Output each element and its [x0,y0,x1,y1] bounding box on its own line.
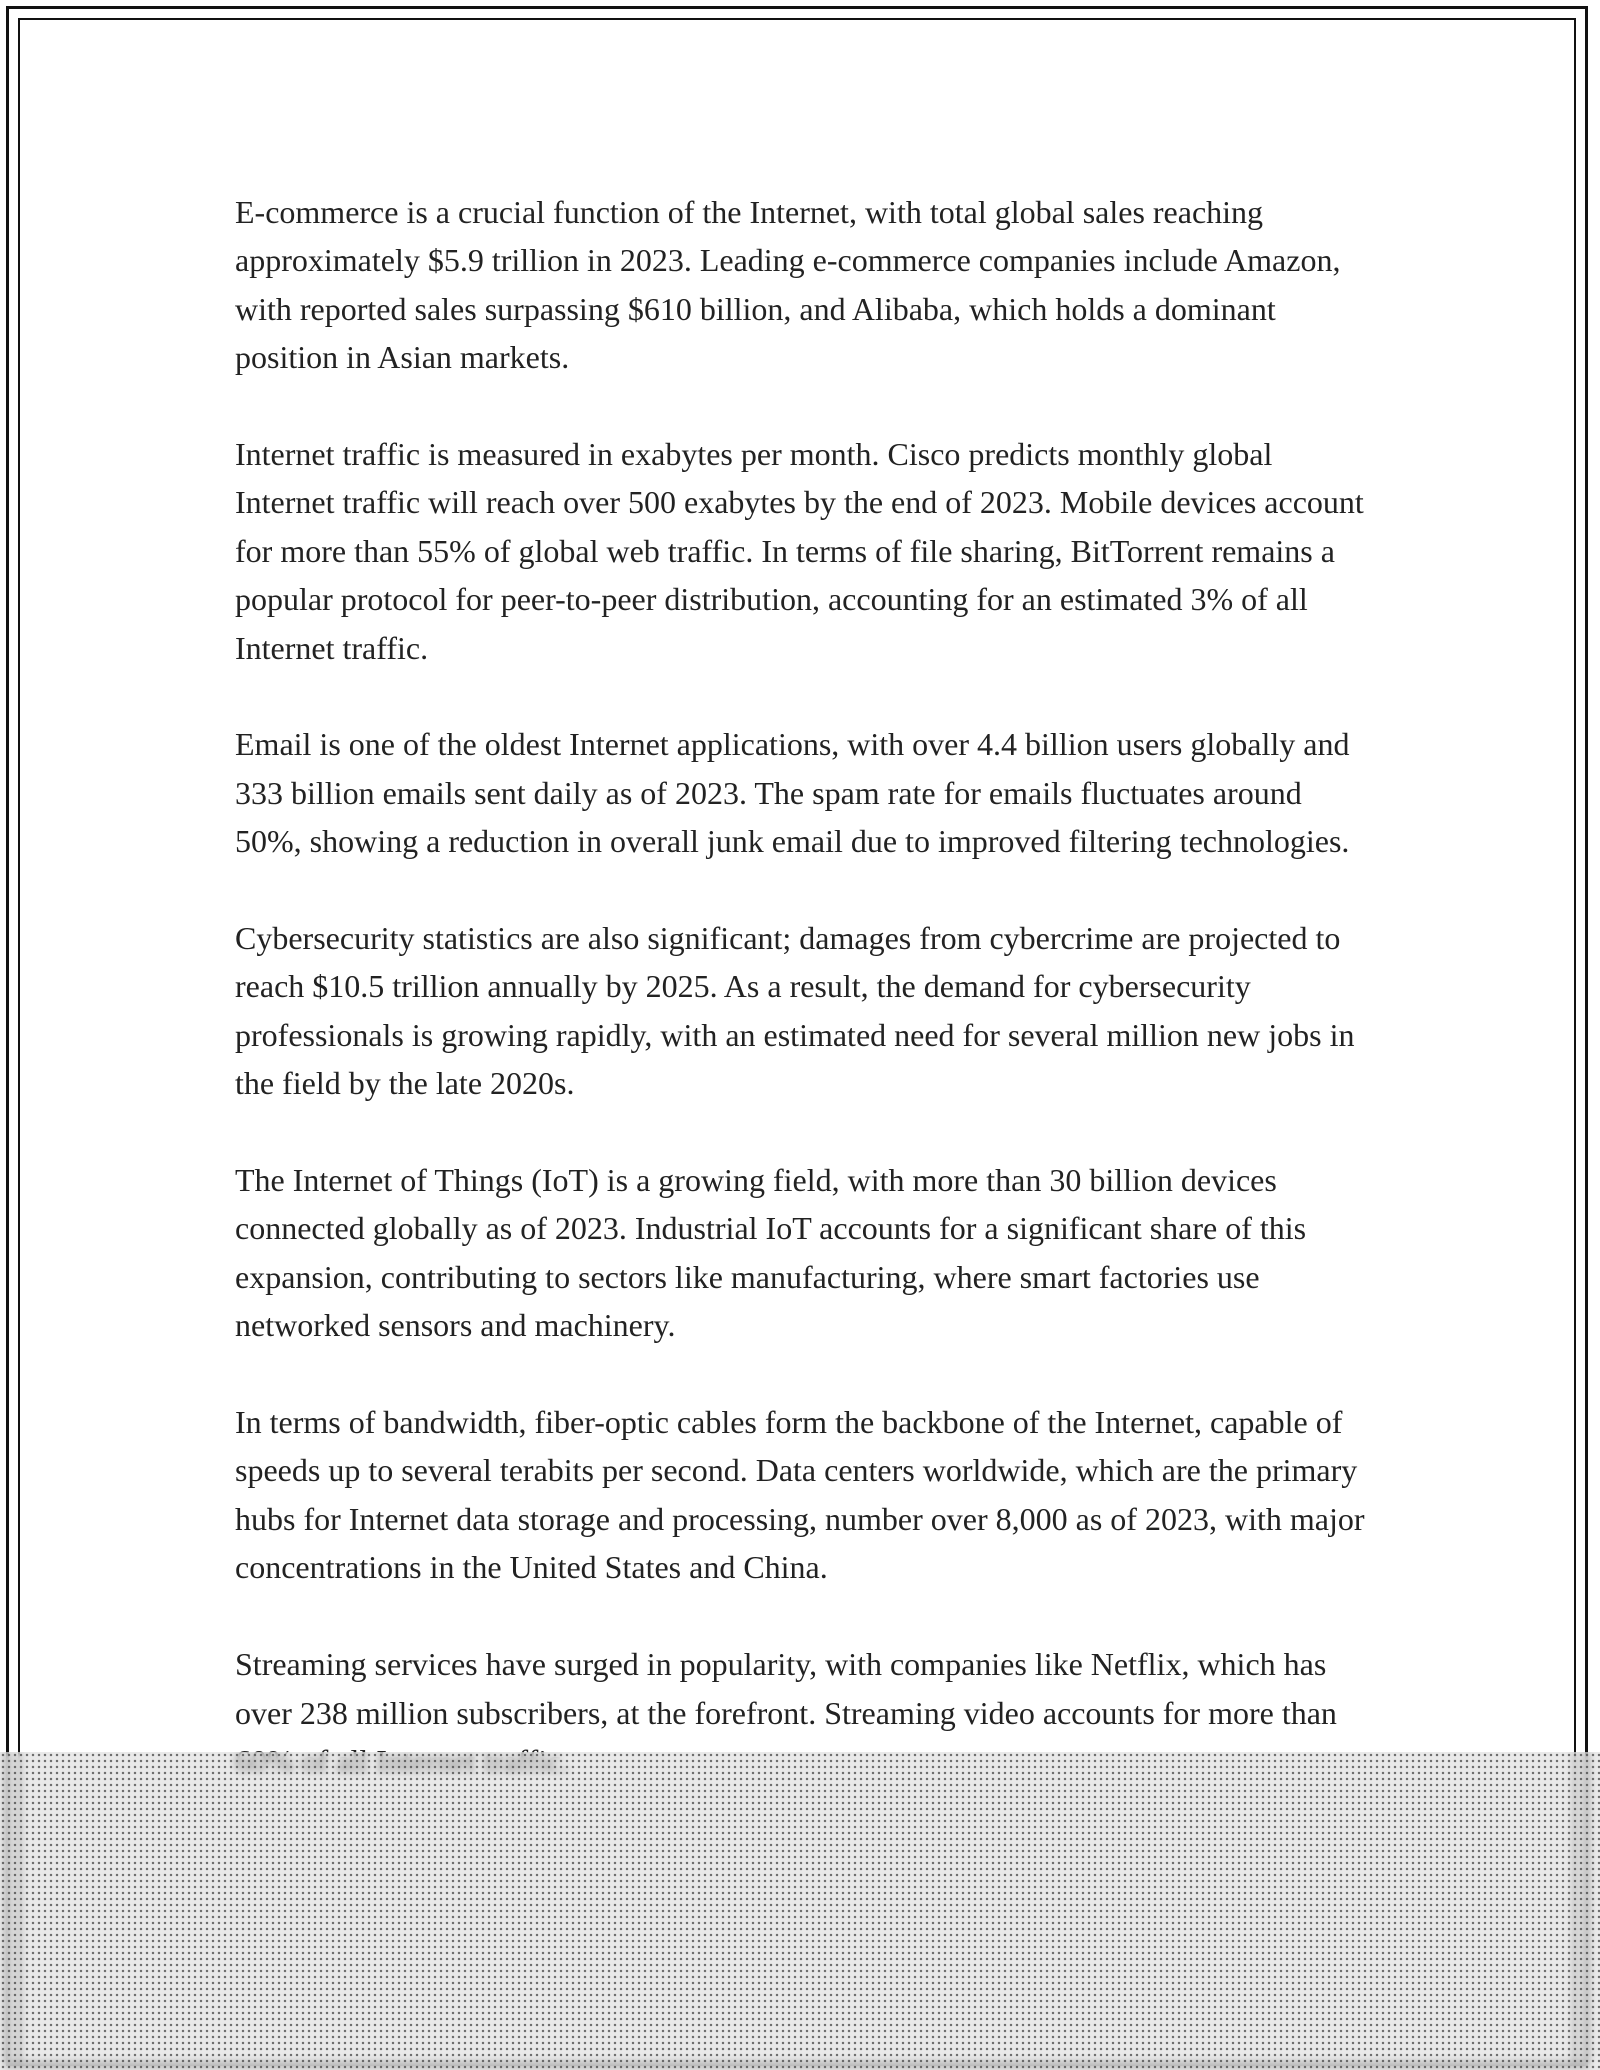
paragraph-cybersecurity: Cybersecurity statistics are also significant; damages from cybercrime are projected to reach $10.5 trillion annually by 2025. As a result, the demand for cybersecurity professionals is growing rapidly, with an estimated need for several million new jobs in the field by the late 2020s. [235,920,1355,1102]
paragraph-email: Email is one of the oldest Internet applications, with over 4.4 billion users globally and 333 billion emails sent daily as of 2023. The spam rate for emails fluctuates around 50%, showing a reduction in overall junk email due to improved filtering technologies. [235,726,1350,860]
paragraph-iot: The Internet of Things (IoT) is a growing field, with more than 30 billion devices connected globally as of 2023. Industrial IoT accounts for a significant share of this expansion, contributing to sectors like manufacturing, where smart factories use networked sensors and machinery. [235,1162,1307,1344]
document-body [235,188,1365,1834]
blurred-overlay [0,1752,1600,2070]
paragraph-streaming: Streaming services have surged in popularity, with companies like Netflix, which has over 238 million subscribers, at the forefront. Streaming video accounts for more than [235,1646,1337,1731]
paragraph-bandwidth: In terms of bandwidth, fiber-optic cables form the backbone of the Internet, capable of speeds up to several terabits per second. Data centers worldwide, which are the primary hubs for Internet data storage and processing, number over 8,000 as of 2023, with major concentrations in the United States and China. [235,1404,1365,1586]
paragraph-internet-traffic: Internet traffic is measured in exabytes per month. Cisco predicts monthly global Internet traffic will reach over 500 exabytes by the end of 2023. Mobile devices account for more than 55% of global web traffic. In terms of file sharing, BitTorrent remains a popular protocol for peer-to-peer distribution, accounting for an estimated 3% of all Internet traffic. [235,436,1364,666]
paragraph-ecommerce: E-commerce is a crucial function of the Internet, with total global sales reaching approximately $5.9 trillion in 2023. Leading e-commerce companies include Amazon, with reported sales surpassing $610 billion, and Alibaba, which holds a dominant position in Asian markets. [235,194,1341,376]
